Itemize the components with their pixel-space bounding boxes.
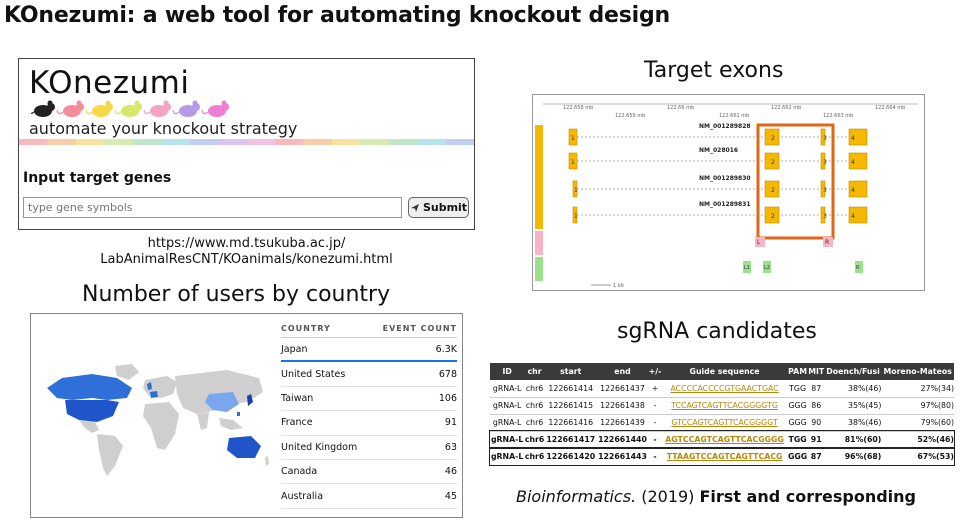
- col-country: COUNTRY: [281, 324, 331, 333]
- sgrna-cell-mit: 86: [808, 397, 825, 414]
- sgrna-cell-mit: 87: [808, 448, 825, 465]
- col-event-count: EVENT COUNT: [382, 324, 457, 333]
- exon-label: 4: [851, 213, 855, 220]
- country-row[interactable]: [281, 436, 457, 460]
- mouse-icon: [115, 101, 142, 118]
- mouse-icon: [173, 101, 200, 118]
- guide-sequence-cell: [662, 414, 788, 431]
- event-count: 45: [444, 490, 457, 502]
- exon-label: 2: [771, 135, 775, 142]
- sgrna-heading: sgRNA candidates: [617, 319, 817, 344]
- world-map: [37, 358, 273, 478]
- exon-label: 3: [823, 187, 827, 194]
- stripe-segment: [104, 139, 132, 145]
- country-row[interactable]: [281, 362, 457, 386]
- exon-label: 2: [771, 187, 775, 194]
- stripe-segment: [247, 139, 275, 145]
- sgrna-cell-strand: -: [648, 397, 661, 414]
- country-row[interactable]: [281, 411, 457, 435]
- sgrna-cell-start: 122661414: [545, 380, 597, 397]
- exon-label: 1: [574, 187, 578, 194]
- country-name: Japan: [281, 344, 308, 356]
- sgrna-cell-moreno: 79%(60): [881, 414, 954, 431]
- ruler-label: 122.661 mb: [719, 113, 750, 119]
- sgrna-cell-id: gRNA-L: [490, 397, 524, 414]
- map-usa: [65, 400, 119, 422]
- map-nz: [265, 456, 269, 466]
- country-table: [281, 324, 457, 509]
- journal-name: Bioinformatics.: [516, 487, 637, 506]
- grna-label: L: [757, 239, 761, 246]
- exon-label: 2: [771, 159, 775, 166]
- submit-button[interactable]: [408, 197, 469, 218]
- transcript-label: NM_001289831: [699, 201, 751, 208]
- sgrna-cell-chr: chr6: [524, 397, 545, 414]
- stripe-segment: [47, 139, 75, 145]
- stripe-segment: [303, 139, 331, 145]
- mouse-icon: [31, 101, 55, 118]
- exon-label: 1: [571, 135, 575, 142]
- country-name: Canada: [281, 466, 318, 478]
- mouse-icon: [86, 101, 113, 118]
- country-name: United Kingdom: [281, 441, 358, 453]
- exons-heading: Target exons: [644, 58, 784, 83]
- transcript-label: NM_001289828: [699, 123, 751, 130]
- sgrna-col-header[interactable]: MIT: [808, 363, 825, 380]
- event-count: 106: [438, 392, 457, 404]
- sgrna-table-panel: [490, 363, 954, 471]
- mouse-icon: [57, 101, 84, 118]
- sgrna-cell-id: gRNA-L: [490, 414, 524, 431]
- exon-label: 4: [851, 159, 855, 166]
- color-stripe: [19, 139, 474, 145]
- sgrna-table: [490, 363, 954, 466]
- exon-label: 2: [771, 213, 775, 220]
- sgrna-cell-chr: chr6: [524, 448, 545, 465]
- sgrna-cell-pam: TGG: [787, 380, 807, 397]
- guide-sequence-link[interactable]: TTAAGTCCAGTCAGTTCACG: [666, 452, 783, 461]
- ruler-label: 122.663 mb: [823, 113, 854, 119]
- konezumi-logo: KOnezumi: [29, 65, 190, 101]
- guide-sequence-cell: [662, 397, 788, 414]
- sgrna-cell-doench: 96%(68): [825, 448, 882, 465]
- stripe-segment: [417, 139, 445, 145]
- sgrna-col-header[interactable]: ID: [490, 363, 524, 380]
- mouse-icon: [202, 101, 229, 118]
- sgrna-cell-doench: 38%(46): [825, 414, 882, 431]
- country-row[interactable]: [281, 338, 457, 362]
- sgrna-col-header[interactable]: Moreno-Mateos: [881, 363, 954, 380]
- stripe-segment: [332, 139, 360, 145]
- country-row[interactable]: [281, 387, 457, 411]
- sgrna-cell-pam: GGG: [787, 448, 807, 465]
- send-icon: [410, 203, 420, 213]
- sgrna-row[interactable]: [490, 414, 954, 431]
- ruler-label: 122.658 mb: [563, 105, 594, 111]
- country-table-header: [281, 324, 457, 338]
- guide-sequence-link[interactable]: AGTCCAGTCAGTTCACGGGG: [665, 435, 784, 444]
- track-bar-grna: [535, 231, 543, 255]
- map-canada: [47, 374, 132, 400]
- sgrna-cell-mit: 91: [808, 431, 825, 448]
- sgrna-cell-moreno: 97%(80): [881, 397, 954, 414]
- exon-label: 1: [574, 213, 578, 220]
- konezumi-tagline: automate your knockout strategy: [29, 119, 298, 138]
- sgrna-cell-end: 122661439: [597, 414, 649, 431]
- map-south-america: [97, 434, 123, 476]
- sgrna-cell-strand: -: [648, 431, 661, 448]
- country-row[interactable]: [281, 484, 457, 508]
- map-india: [197, 412, 209, 430]
- stripe-segment: [446, 139, 474, 145]
- sgrna-cell-moreno: 52%(46): [881, 431, 954, 448]
- exon-track-view: [533, 95, 926, 292]
- sgrna-cell-start: 122661415: [545, 397, 597, 414]
- primer-label: L2: [764, 265, 770, 271]
- sgrna-cell-end: 122661440: [597, 431, 649, 448]
- stripe-segment: [218, 139, 246, 145]
- author-role: First and corresponding: [699, 487, 917, 506]
- sgrna-row[interactable]: [490, 397, 954, 414]
- exon-label: 4: [851, 187, 855, 194]
- sgrna-cell-chr: chr6: [524, 414, 545, 431]
- tool-url[interactable]: [18, 236, 475, 268]
- sgrna-cell-chr: chr6: [524, 380, 545, 397]
- mouse-icon: [144, 101, 171, 118]
- guide-sequence-cell: [662, 431, 788, 448]
- sgrna-cell-pam: TGG: [787, 431, 807, 448]
- stripe-segment: [389, 139, 417, 145]
- scale-label: 1 kb: [613, 283, 624, 289]
- stripe-segment: [275, 139, 303, 145]
- stripe-segment: [190, 139, 218, 145]
- country-name: Taiwan: [281, 392, 314, 404]
- sgrna-cell-end: 122661438: [597, 397, 649, 414]
- transcript-label: NM_001289830: [699, 175, 751, 182]
- sgrna-cell-end: 122661443: [597, 448, 649, 465]
- sgrna-cell-mit: 87: [808, 380, 825, 397]
- sgrna-col-header[interactable]: Doench/Fusi: [825, 363, 882, 380]
- guide-sequence-link[interactable]: ACCCCACCCCGTGAACTGAC: [670, 383, 779, 393]
- map-australia: [227, 436, 261, 458]
- sgrna-cell-start: 122661416: [545, 414, 597, 431]
- sgrna-cell-doench: 81%(60): [825, 431, 882, 448]
- event-count: 63: [444, 441, 457, 453]
- map-se-asia: [219, 418, 243, 430]
- event-count: 678: [438, 368, 457, 380]
- guide-sequence-cell: [662, 448, 788, 465]
- guide-sequence-cell: [662, 380, 788, 397]
- sgrna-cell-strand: -: [648, 414, 661, 431]
- primer-label: R: [856, 265, 860, 271]
- map-taiwan: [237, 412, 240, 416]
- guide-sequence-link[interactable]: GTCCAGTCAGTTCACGGGGT: [671, 418, 778, 427]
- sgrna-cell-pam: GGG: [787, 397, 807, 414]
- sgrna-col-header[interactable]: start: [545, 363, 597, 380]
- stripe-segment: [133, 139, 161, 145]
- sgrna-col-header[interactable]: end: [597, 363, 649, 380]
- stripe-segment: [19, 139, 47, 145]
- exon-label: 3: [823, 159, 827, 166]
- country-row[interactable]: [281, 460, 457, 484]
- url-line-1: https://www.md.tsukuba.ac.jp/: [147, 236, 346, 251]
- event-count: 6.3K: [435, 344, 457, 356]
- sgrna-col-header[interactable]: chr: [524, 363, 545, 380]
- sgrna-cell-start: 122661417: [545, 431, 597, 448]
- url-line-2: LabAnimalResCNT/KOanimals/konezumi.html: [100, 252, 393, 267]
- sgrna-cell-end: 122661437: [597, 380, 649, 397]
- sgrna-cell-mit: 90: [808, 414, 825, 431]
- sgrna-cell-id: gRNA-L: [490, 380, 524, 397]
- sgrna-cell-doench: 35%(45): [825, 397, 882, 414]
- transcript-label: NM_028016: [699, 147, 739, 154]
- track-bar-primer: [535, 257, 543, 281]
- guide-sequence-link[interactable]: TCCAGTCAGTTCACGGGGTG: [671, 401, 778, 410]
- exon-label: 3: [823, 135, 827, 142]
- sgrna-col-header[interactable]: PAM: [787, 363, 807, 380]
- stripe-segment: [76, 139, 104, 145]
- sgrna-row[interactable]: [490, 431, 954, 448]
- submit-label: Submit: [422, 201, 468, 214]
- sgrna-cell-strand: -: [648, 448, 661, 465]
- users-heading: Number of users by country: [82, 282, 391, 307]
- country-name: France: [281, 417, 313, 429]
- grna-label: R: [825, 239, 830, 246]
- sgrna-cell-start: 122661420: [545, 448, 597, 465]
- sgrna-cell-pam: GGG: [787, 414, 807, 431]
- ruler-label: 122.662 mb: [771, 105, 802, 111]
- map-greenland: [115, 364, 139, 380]
- event-count: 46: [444, 466, 457, 478]
- exon-label: 4: [851, 135, 855, 142]
- slide-title: KOnezumi: a web tool for automating knockout design: [4, 3, 671, 28]
- sgrna-col-header[interactable]: Guide sequence: [662, 363, 788, 380]
- sgrna-cell-chr: chr6: [524, 431, 545, 448]
- input-genes-label: Input target genes: [23, 170, 172, 186]
- mice-logo-icon: [31, 100, 271, 118]
- sgrna-col-header[interactable]: +/-: [648, 363, 661, 380]
- sgrna-cell-doench: 38%(46): [825, 380, 882, 397]
- sgrna-cell-id: gRNA-L: [490, 448, 524, 465]
- sgrna-row[interactable]: [490, 380, 954, 397]
- sgrna-cell-id: gRNA-L: [490, 431, 524, 448]
- sgrna-cell-moreno: 67%(53): [881, 448, 954, 465]
- country-name: United States: [281, 368, 346, 380]
- event-count: 91: [444, 417, 457, 429]
- konezumi-panel: [18, 58, 475, 230]
- stripe-segment: [161, 139, 189, 145]
- exon-label: 1: [571, 159, 575, 166]
- ruler-label: 122.664 mb: [875, 105, 906, 111]
- primer-label: L1: [744, 265, 750, 271]
- sgrna-row[interactable]: [490, 448, 954, 465]
- users-map-panel: [30, 313, 463, 518]
- map-africa: [143, 402, 179, 450]
- track-bar-refseq: [535, 125, 543, 229]
- sgrna-cell-moreno: 27%(34): [881, 380, 954, 397]
- country-name: Australia: [281, 490, 324, 502]
- ruler-label: 122.66 mb: [667, 105, 695, 111]
- exon-browser: [532, 94, 925, 291]
- map-central-america: [79, 420, 99, 433]
- citation: [516, 487, 916, 506]
- gene-symbol-input[interactable]: [23, 197, 402, 218]
- citation-year: (2019): [636, 487, 700, 506]
- ruler-label: 122.659 mb: [615, 113, 646, 119]
- stripe-segment: [360, 139, 388, 145]
- exon-label: 3: [823, 213, 827, 220]
- sgrna-cell-strand: +: [648, 380, 661, 397]
- map-france: [150, 391, 158, 398]
